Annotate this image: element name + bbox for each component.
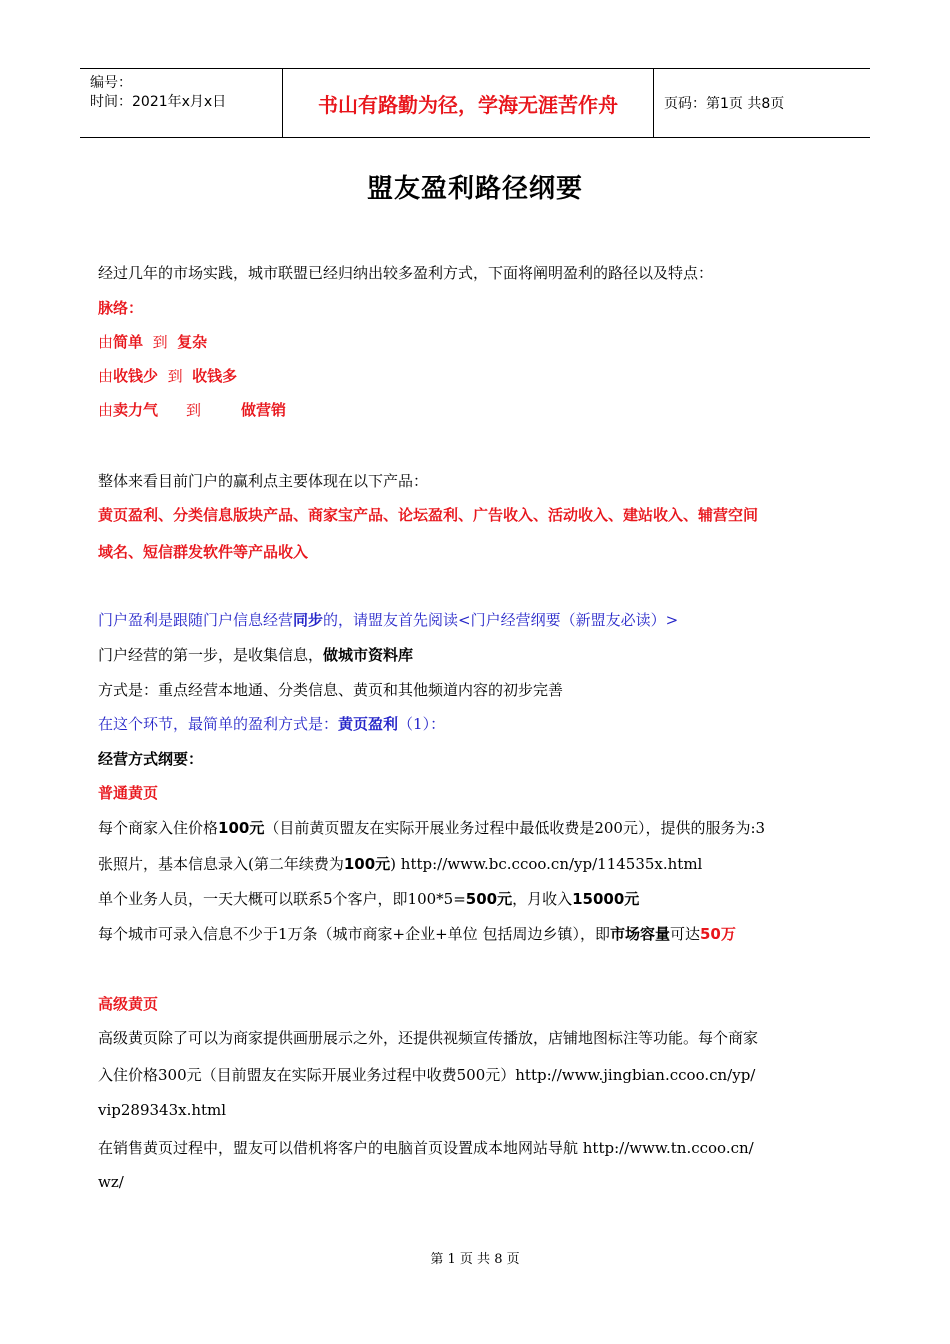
path-line-1: [98, 331, 207, 352]
advanced-line-5: wz/: [98, 1173, 124, 1191]
simplest-bold: 黄页盈利: [338, 715, 399, 733]
outline-label: 经营方式纲要：: [98, 750, 204, 768]
page-title: 盟友盈利路径纲要: [366, 174, 583, 204]
normal-l1b: 100元: [218, 819, 265, 837]
step1-bold: 做城市资料库: [323, 646, 414, 664]
normal-l1a: 每个商家入住价格: [98, 819, 219, 837]
simplest-part-2: （1）：: [398, 715, 446, 733]
path-a: 收钱少: [113, 367, 159, 385]
path-from: 由: [98, 333, 114, 351]
simplest-part-1: 在这个环节，最简单的盈利方式是：: [98, 715, 339, 733]
path-a: 简单: [113, 333, 144, 351]
path-b: 复杂: [177, 333, 208, 351]
step1-line: [98, 644, 413, 665]
header-motto-cell: [283, 69, 654, 137]
advanced-line-3: vip289343x.html: [98, 1101, 227, 1119]
intro-text: 经过几年的市场实践，城市联盟已经归纳出较多盈利方式，下面将阐明盈利的路径以及特点：: [98, 264, 714, 282]
motto: 书山有路勤为径，学海无涯苦作舟: [318, 92, 618, 117]
context-label: 脉络：: [98, 299, 144, 317]
normal-line-4: [98, 923, 736, 944]
document-header: [80, 68, 870, 138]
path-b: 做营销: [241, 401, 287, 419]
normal-line-2: [98, 853, 702, 874]
path-from: 由: [98, 367, 114, 385]
sync-line: [98, 609, 678, 630]
sync-bold: 同步: [293, 611, 324, 629]
normal-l3b: 500元: [465, 890, 513, 908]
advanced-line-4: 在销售黄页过程中，盟友可以借机将客户的电脑首页设置成本地网站导航 http://www.tn.ccoo.cn/: [98, 1139, 754, 1157]
normal-heading: 普通黄页: [98, 784, 159, 802]
header-meta-cell: [80, 69, 283, 137]
overview-text: 整体来看目前门户的赢利点主要体现在以下产品：: [98, 472, 429, 490]
advanced-line-2: 入住价格300元（目前盟友在实际开展业务过程中收费500元）http://www.jingbian.ccoo.cn/yp/: [98, 1066, 756, 1084]
normal-line-3: [98, 888, 639, 909]
header-page-cell: [654, 69, 870, 137]
path-to: 到: [152, 333, 168, 351]
method-line: 方式是：重点经营本地通、分类信息、黄页和其他频道内容的初步完善: [98, 681, 564, 699]
products-line-1: 黄页盈利、分类信息版块产品、商家宝产品、论坛盈利、广告收入、活动收入、建站收入、辅营空间: [98, 506, 759, 524]
path-line-2: [98, 365, 237, 386]
products-line-2: 域名、短信群发软件等产品收入: [98, 543, 309, 561]
sync-part-2: 的，请盟友首先阅读<门户经营纲要（新盟友必读）>: [323, 611, 679, 629]
path-a: 卖力气: [113, 401, 159, 419]
normal-l2a: 张照片，基本信息录入(第二年续费为: [98, 855, 344, 873]
path-to: 到: [167, 367, 183, 385]
number-label: 编号：: [90, 75, 132, 91]
path-from: 由: [98, 401, 114, 419]
normal-line-1: [98, 817, 765, 838]
path-to: 到: [186, 401, 202, 419]
normal-l2b: 100元: [343, 855, 391, 873]
path-line-3: [98, 399, 286, 420]
path-b: 收钱多: [192, 367, 238, 385]
normal-l4b: 市场容量: [609, 925, 670, 943]
page-footer: 第 1 页 共 8 页: [430, 1252, 520, 1267]
advanced-line-1: 高级黄页除了可以为商家提供画册展示之外，还提供视频宣传播放，店铺地图标注等功能。每个商家: [98, 1029, 759, 1047]
normal-l4d: 50万: [699, 925, 736, 943]
advanced-heading: 高级黄页: [98, 995, 159, 1013]
normal-l3a: 单个业务人员，一天大概可以联系5个客户，即100*5=: [98, 890, 466, 908]
simplest-line: [98, 713, 445, 734]
normal-l1c: （目前黄页盟友在实际开展业务过程中最低收费是200元），提供的服务为:3: [264, 819, 766, 837]
normal-l2c: ) http://www.bc.ccoo.cn/yp/114535x.html: [390, 855, 703, 873]
normal-l3c: ，月收入: [512, 890, 573, 908]
normal-l3d: 15000元: [572, 890, 640, 908]
page-info: 页码：第1页 共8页: [664, 96, 785, 112]
normal-l4a: 每个城市可录入信息不少于1万条（城市商家+企业+单位 包括周边乡镇），即: [98, 925, 610, 943]
step1-part-1: 门户经营的第一步，是收集信息，: [98, 646, 324, 664]
sync-part-1: 门户盈利是跟随门户信息经营: [98, 611, 294, 629]
normal-l4c: 可达: [669, 925, 700, 943]
time-label: 时间：2021年x月x日: [90, 94, 227, 110]
